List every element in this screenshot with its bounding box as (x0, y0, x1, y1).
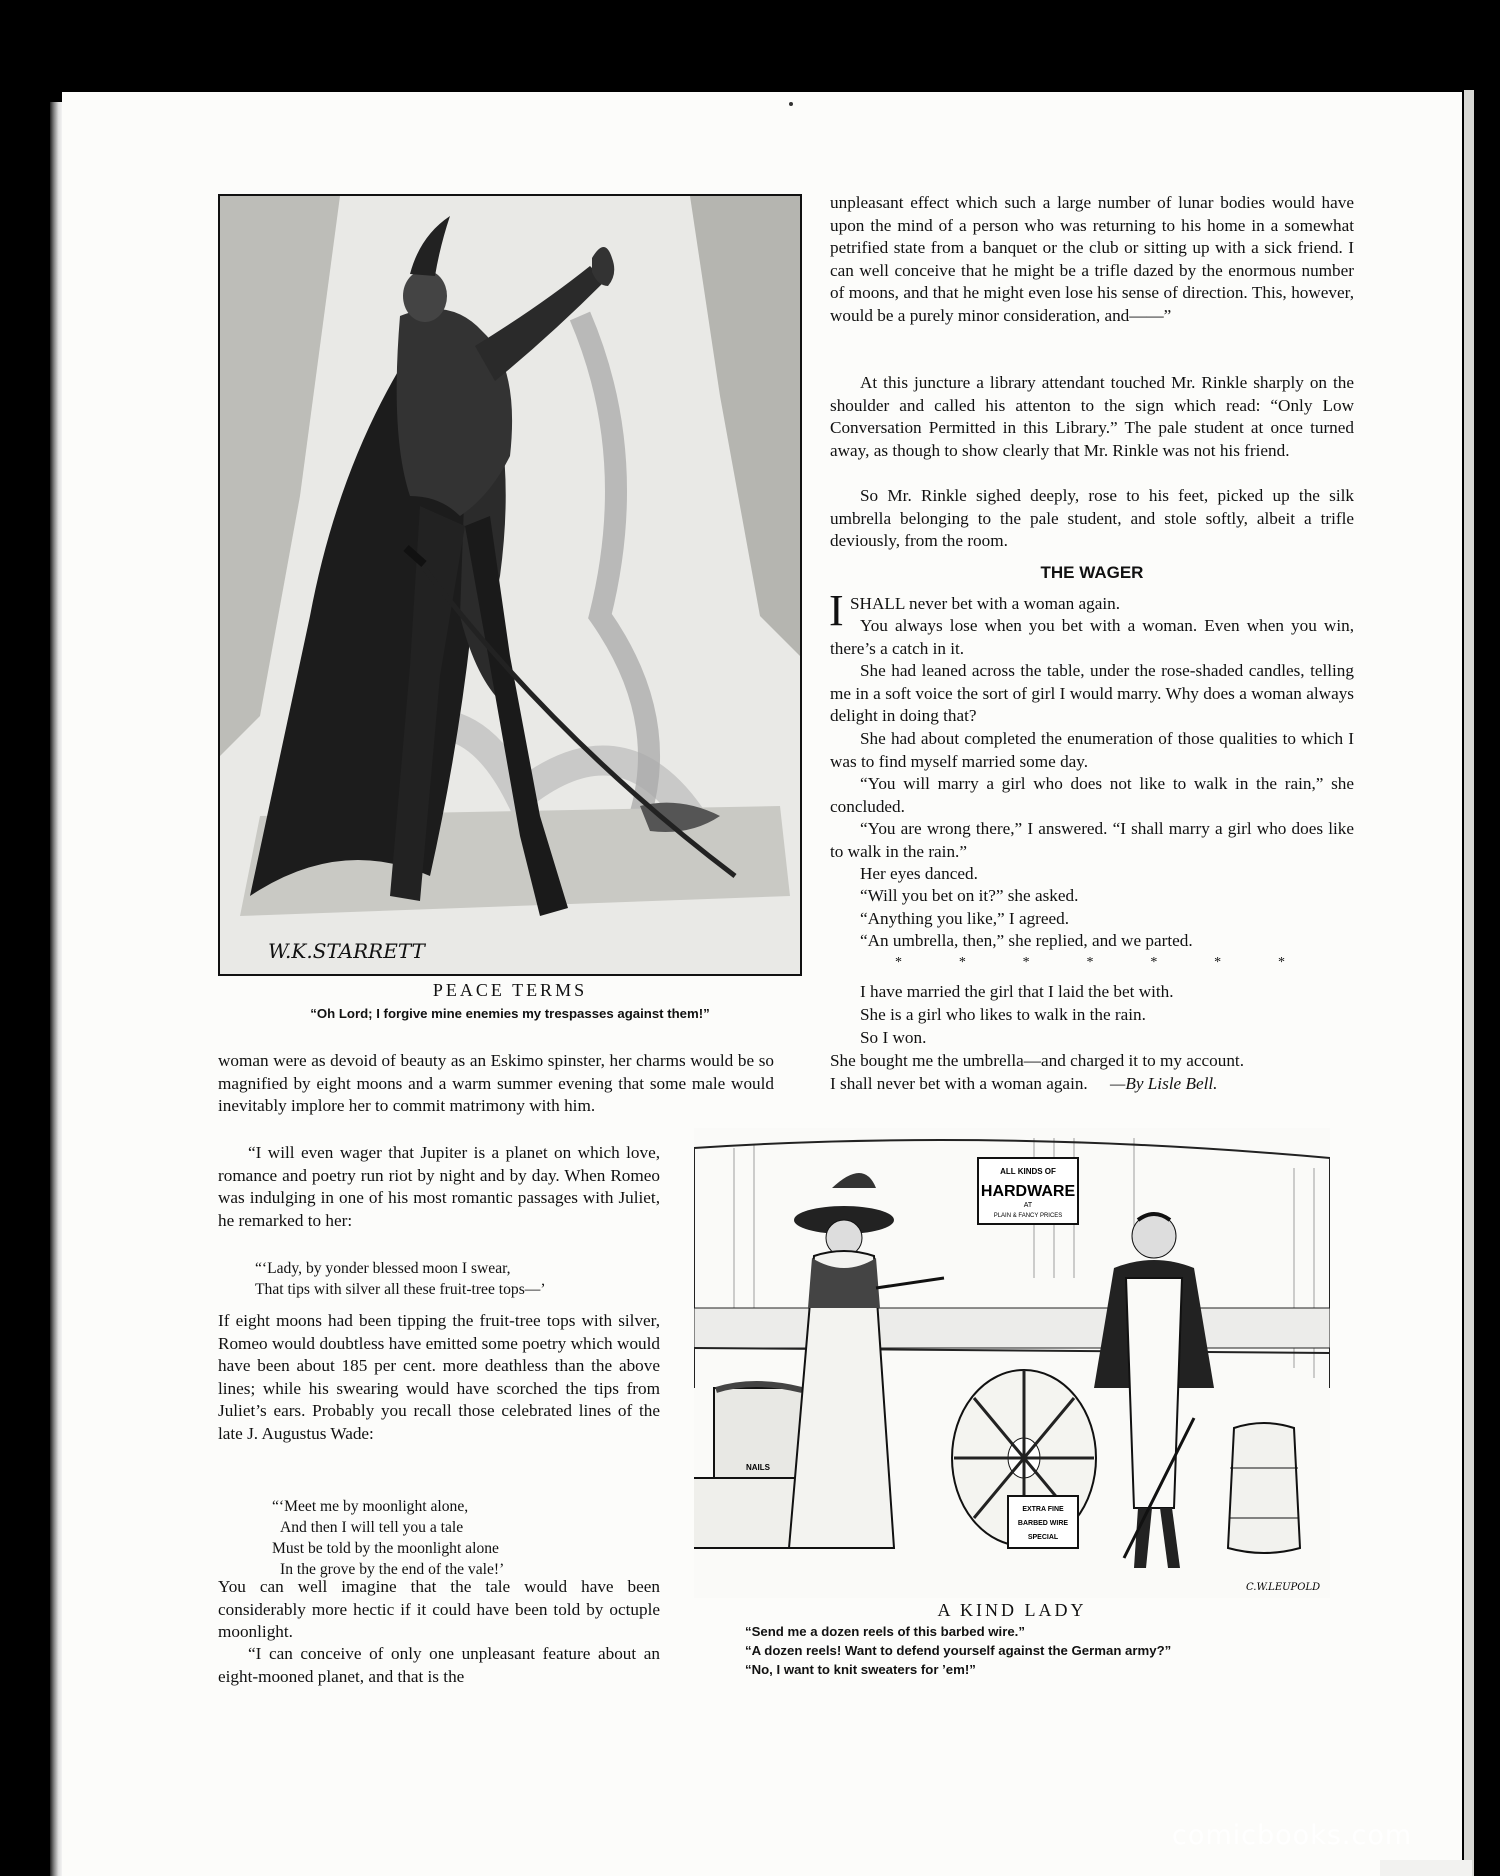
star: * (958, 955, 966, 970)
sign-prices-text: PLAIN & FANCY PRICES (993, 1213, 1063, 1219)
star: * (1277, 955, 1285, 970)
verse-line: “‘Lady, by yonder blessed moon I swear, (255, 1260, 511, 1277)
wager-dropcap: I (829, 586, 844, 635)
wager-line-4: “You will marry a girl who does not like to walk in the rain,” she concluded. (830, 774, 1354, 816)
wager-after-2: She is a girl who likes to walk in the rain. (860, 1005, 1146, 1024)
left-paragraph-3: If eight moons had been tipping the fruit-tree tops with silver, Romeo would doubtless have emitted some poetry which would have been about 185 per cent. more deathless than the above lines; while his swearing would have scorched the tips from Juliet’s ears. Probably you recall those celebrated lines of the late J. Augustus Wade: (218, 1311, 660, 1443)
right-paragraph-2: At this juncture a library attendant touched Mr. Rinkle sharply on the shoulder and called his attenton to the sign which read: “Only Low Conversation Permitted in this Library.” The pale student at once turned away, as though to show clearly that Mr. Rinkle was not his friend. (830, 373, 1354, 460)
reel-sign-line1: EXTRA FINE (1022, 1506, 1064, 1513)
wager-after-1: I have married the girl that I laid the bet with. (860, 982, 1174, 1001)
wager-first-line: SHALL never bet with a woman again. (850, 594, 1120, 613)
section-break-stars (895, 955, 1285, 971)
wager-line-5: “You are wrong there,” I answered. “I shall marry a girl who does like to walk in the rain.” (830, 819, 1354, 861)
sign-hardware-text: HARDWARE (980, 1183, 1076, 1200)
right-paragraph-1: unpleasant effect which such a large number of lunar bodies would have upon the mind of a person who was returning to his home in a somewhat petrified state from a banquet or the club or sitting up with a sick friend. I can well conceive that he might be a trifle dazed by the enormous number of moons, and that he might even lose his sense of direction. This, however, would be a purely minor consideration, and——” (830, 193, 1354, 325)
wager-line-2: She had leaned across the table, under the rose-shaded candles, telling me in a soft voice the sort of girl I would marry. Why does a woman always delight in doing that? (830, 661, 1354, 726)
sign-at-text: AT (1023, 1202, 1033, 1209)
peace-terms-caption: “Oh Lord; I forgive mine enemies my trespasses against them!” (310, 1006, 710, 1021)
reel-sign-line3: SPECIAL (1027, 1534, 1059, 1541)
verse-line: “‘Meet me by moonlight alone, (272, 1498, 469, 1515)
wager-line-7: “Will you bet on it?” she asked. (860, 886, 1079, 905)
star: * (1150, 955, 1158, 970)
star: * (1086, 955, 1094, 970)
right-page-edge (1462, 80, 1500, 1876)
nails-label: NAILS (746, 1463, 770, 1472)
sign-small-text: ALL KINDS OF (1000, 1167, 1056, 1176)
verse-line: Must be told by the moonlight alone (272, 1540, 499, 1557)
wager-heading: THE WAGER (1040, 563, 1144, 582)
star: * (1214, 955, 1222, 970)
verse-line: And then I will tell you a tale (280, 1519, 464, 1536)
right-paragraph-3: So Mr. Rinkle sighed deeply, rose to his feet, picked up the silk umbrella belonging to the pale student, and stole softly, albeit a trifle deviously, from the room. (830, 486, 1354, 551)
kind-lady-caption-1: “Send me a dozen reels of this barbed wire.” (745, 1624, 1025, 1639)
left-paragraph-1: woman were as devoid of beauty as an Eskimo spinster, her charms would be so magnified by eight moons and a warm summer evening that some male would inevitably implore her to commit matrimony with him. (218, 1051, 774, 1116)
star: * (895, 955, 902, 970)
kind-lady-title: A KIND LADY (937, 1600, 1087, 1620)
page-tab (1380, 1860, 1472, 1876)
left-paragraph-4: You can well imagine that the tale would have been considerably more hectic if it could have been told by octuple moonlight. (218, 1577, 660, 1642)
left-paragraph-2: “I will even wager that Jupiter is a planet on which love, romance and poetry run riot by night and by day. When Romeo was indulging in one of his most romantic passages with Juliet, he remarked to her: (218, 1143, 660, 1230)
wager-line-3: She had about completed the enumeration of those qualities to which I was to find myself married some day. (830, 729, 1354, 771)
reel-sign-line2: BARBED WIRE (1017, 1520, 1069, 1527)
wager-line-9: “An umbrella, then,” she replied, and we parted. (860, 931, 1193, 950)
artist-signature: W.K.STARRETT (268, 939, 425, 963)
peace-terms-illustration (218, 194, 802, 976)
wager-line-1: You always lose when you bet with a woman. Even when you win, there’s a catch in it. (830, 616, 1354, 658)
wager-end-1: She bought me the umbrella—and charged it to my account. (830, 1051, 1244, 1070)
barbed-wire-reel (952, 1370, 1096, 1548)
star: * (1022, 955, 1030, 970)
site-watermark: comicbooks.com (1172, 1820, 1413, 1851)
verse-line: In the grove by the end of the vale!’ (280, 1561, 505, 1578)
cartoon-signature: C.W.LEUPOLD (1246, 1582, 1321, 1593)
wager-end-row (830, 1073, 1370, 1096)
print-speck (789, 102, 793, 106)
wager-after-3: So I won. (860, 1028, 927, 1047)
kind-lady-caption-3: “No, I want to knit sweaters for ’em!” (745, 1662, 976, 1677)
wager-line-6: Her eyes danced. (860, 864, 978, 883)
kind-lady-cartoon (694, 1128, 1330, 1598)
left-paragraph-5: “I can conceive of only one unpleasant feature about an eight-mooned planet, and that is the (218, 1644, 660, 1686)
peace-terms-title: PEACE TERMS (432, 980, 588, 1000)
wager-byline: —By Lisle Bell. (1110, 1074, 1218, 1093)
wade-verse (272, 1496, 662, 1580)
hardware-sign (978, 1158, 1078, 1224)
wager-end-2: I shall never bet with a woman again. (830, 1074, 1088, 1093)
wager-line-8: “Anything you like,” I agreed. (860, 909, 1070, 928)
verse-line: That tips with silver all these fruit-tree tops—’ (255, 1281, 546, 1298)
romeo-verse (255, 1258, 675, 1300)
kind-lady-caption-2: “A dozen reels! Want to defend yourself against the German army?” (745, 1643, 1172, 1658)
